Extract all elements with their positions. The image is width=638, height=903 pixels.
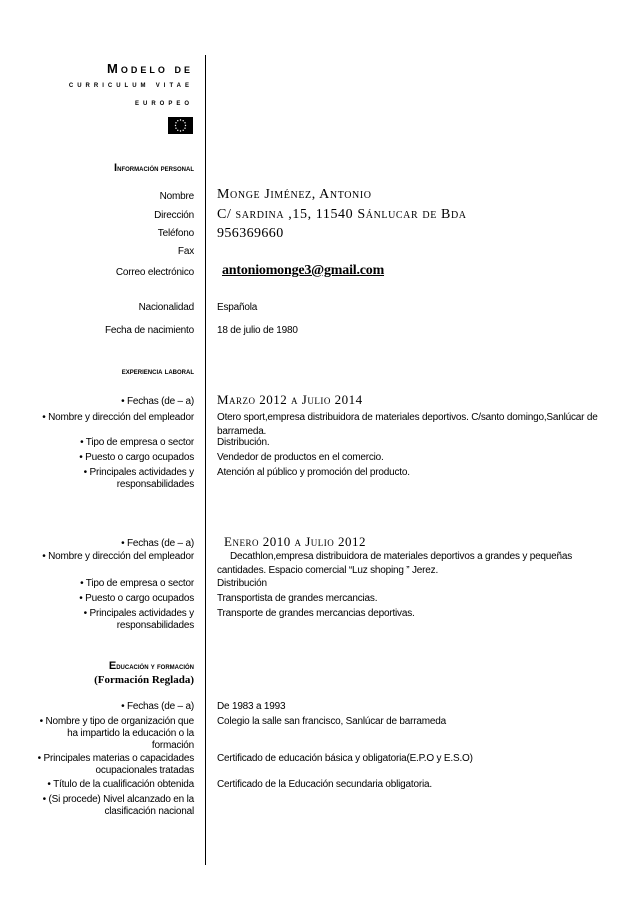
label-actividades-job1 bbox=[0, 467, 194, 491]
label-actividades-job2 bbox=[0, 608, 194, 632]
label-tipo-job2: • Tipo de empresa o sector bbox=[80, 578, 194, 589]
value-puesto-job2: Transportista de grandes mercancias. bbox=[217, 593, 378, 604]
value-tipo-job1: Distribución. bbox=[217, 437, 270, 448]
label-puesto-job1: • Puesto o cargo ocupados bbox=[79, 452, 194, 463]
actividades-line2: responsabilidades bbox=[116, 620, 194, 631]
label-empleador-job1: • Nombre y dirección del empleador bbox=[42, 412, 194, 423]
org-line1: • Nombre y tipo de organización que bbox=[39, 716, 194, 727]
value-org-edu: Colegio la salle san francisco, Sanlúcar de barrameda bbox=[217, 716, 446, 727]
label-titulo-edu: • Título de la cualificación obtenida bbox=[47, 779, 194, 790]
label-direccion: Dirección bbox=[154, 210, 194, 221]
nivel-line2: clasificación nacional bbox=[104, 806, 194, 817]
value-telefono: 956369660 bbox=[217, 226, 284, 241]
materias-line2: ocupacionales tratadas bbox=[95, 765, 194, 776]
column-divider bbox=[205, 55, 206, 865]
section-educacion-heading: Educación y formación bbox=[108, 660, 194, 672]
empleador-line1: Decathlon,empresa distribuidora de materiales deportivos a grandes y pequeñas bbox=[230, 551, 573, 562]
label-fechas-job1: • Fechas (de – a) bbox=[121, 396, 194, 407]
value-tipo-job2: Distribución bbox=[217, 578, 267, 589]
value-materias-edu: Certificado de educación básica y obligatoria(E.P.O y E.S.O) bbox=[217, 753, 473, 764]
cv-title: Modelo de bbox=[107, 61, 193, 76]
email-link[interactable]: antoniomonge3@gmail.com bbox=[222, 263, 385, 278]
label-empleador-job2: • Nombre y dirección del empleador bbox=[42, 551, 194, 562]
value-nacionalidad: Española bbox=[217, 302, 258, 313]
section-personal-heading: Información personal bbox=[114, 162, 194, 174]
value-fechas-edu: De 1983 a 1993 bbox=[217, 701, 286, 712]
value-nombre: Monge Jiménez, Antonio bbox=[217, 187, 372, 202]
value-empleador-job1 bbox=[217, 411, 617, 439]
value-fechas-job2: Enero 2010 a Julio 2012 bbox=[224, 534, 366, 549]
org-line3: formación bbox=[151, 740, 194, 751]
actividades-line1: • Principales actividades y bbox=[83, 467, 194, 478]
actividades-line1: • Principales actividades y bbox=[83, 608, 194, 619]
cv-subtitle: curriculum vitae bbox=[68, 80, 193, 89]
value-fechas-job1: Marzo 2012 a Julio 2014 bbox=[217, 392, 363, 407]
materias-line1: • Principales materias o capacidades bbox=[37, 753, 194, 764]
value-titulo-edu: Certificado de la Educación secundaria obligatoria. bbox=[217, 779, 432, 790]
label-telefono: Teléfono bbox=[157, 228, 194, 239]
value-nacimiento: 18 de julio de 1980 bbox=[217, 325, 298, 336]
label-nombre: Nombre bbox=[159, 191, 194, 202]
label-nivel-edu bbox=[0, 794, 194, 818]
label-puesto-job2: • Puesto o cargo ocupados bbox=[79, 593, 194, 604]
empleador-line1: Otero sport,empresa distribuidora de materiales deportivos. C/santo domingo,Sanlúcar de bbox=[217, 412, 598, 423]
value-actividades-job2: Transporte de grandes mercancias deportivas. bbox=[217, 608, 415, 619]
value-puesto-job1: Vendedor de productos en el comercio. bbox=[217, 452, 384, 463]
empleador-line2: barrameda. bbox=[217, 426, 267, 437]
label-nacimiento: Fecha de nacimiento bbox=[104, 325, 194, 336]
section-educacion-subtitle: (Formación Reglada) bbox=[94, 674, 194, 686]
nivel-line1: • (Si procede) Nivel alcanzado en la bbox=[42, 794, 194, 805]
actividades-line2: responsabilidades bbox=[116, 479, 194, 490]
eu-flag-icon bbox=[168, 117, 193, 134]
label-org-edu bbox=[0, 716, 194, 752]
cv-subtitle-europeo: europeo bbox=[134, 98, 193, 107]
label-nacionalidad: Nacionalidad bbox=[138, 302, 194, 313]
label-fechas-edu: • Fechas (de – a) bbox=[121, 701, 194, 712]
label-tipo-job1: • Tipo de empresa o sector bbox=[80, 437, 194, 448]
label-materias-edu bbox=[0, 753, 194, 777]
section-experiencia-heading: experiencia laboral bbox=[121, 367, 194, 376]
org-line2: ha impartido la educación o la bbox=[67, 728, 194, 739]
label-correo: Correo electrónico bbox=[115, 267, 194, 278]
label-fechas-job2: • Fechas (de – a) bbox=[121, 538, 194, 549]
empleador-line2: cantidades. Espacio comercial “Luz shoping ” Jerez. bbox=[217, 565, 439, 576]
value-actividades-job1: Atención al público y promoción del producto. bbox=[217, 467, 410, 478]
label-fax: Fax bbox=[177, 246, 194, 257]
value-direccion: C/ sardina ,15, 11540 Sánlucar de Bda bbox=[217, 207, 467, 222]
value-correo[interactable] bbox=[222, 264, 622, 279]
value-empleador-job2 bbox=[217, 550, 617, 578]
